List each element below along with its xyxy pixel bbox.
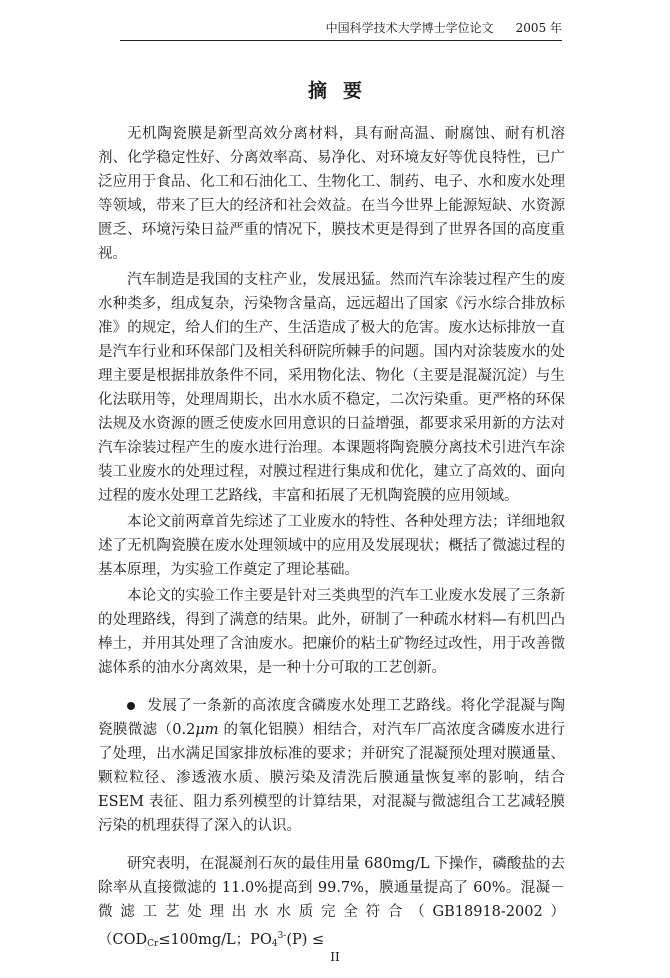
bullet-item bbox=[98, 694, 565, 838]
thesis-label: 中国科学技术大学博士学位论文 bbox=[325, 21, 494, 35]
bullet-rest: 的氧化铝膜）相结合，对汽车厂高浓度含磷废水进行了处理，出水满足国家排放标准的要求；并研究了混凝预处理对膜通量、颗粒粒径、渗透液水质、膜污染及清洗后膜通量恢复率的影响，结合 ESEM 表征、阻力系列模型的计算结果，对混凝与微滤组合工艺减轻膜污染的机理获得了深入的认识。 bbox=[98, 722, 565, 834]
bullet-unit: μm bbox=[195, 722, 219, 738]
paragraph-intro: 无机陶瓷膜是新型高效分离材料，具有耐高温、耐腐蚀、耐有机溶剂、化学稳定性好、分离效率高、易净化、对环境友好等优良特性，已广泛应用于食品、化工和石油化工、生物化工、制药、电子、水和废水处理等领域，带来了巨大的经济和社会效益。在当今世界上能源短缺、水资源匮乏、环境污染日益严重的情况下，膜技术更是得到了世界各国的高度重视。 bbox=[98, 126, 565, 262]
page-title: 摘要 bbox=[307, 80, 378, 102]
page-number: II bbox=[330, 950, 340, 964]
po-subscript: 4 bbox=[271, 939, 278, 949]
running-header bbox=[120, 18, 562, 41]
paragraph-review: 本论文前两章首先综述了工业废水的特性、各种处理方法；详细地叙述了无机陶瓷膜在废水处理领域中的应用及发展现状；概括了微滤过程的基本原理，为实验工作奠定了理论基础。 bbox=[98, 514, 565, 578]
results-text: 研究表明，在混凝剂石灰的最佳用量 680mg/L 下操作，磷酸盐的去除率从直接微滤的 11.0%提高到 99.7%，膜通量提高了 60%。混凝－微滤工艺处理出水水质完全符合（GB18918-2002）（COD bbox=[98, 856, 565, 948]
abstract-body bbox=[98, 122, 565, 958]
year-label: 2005 年 bbox=[515, 21, 562, 35]
cod-subscript: Cr bbox=[147, 939, 159, 949]
bullet-icon bbox=[127, 702, 135, 710]
bullet-lead: 发展了一条新的高浓度含磷废水处理工艺路线。将化学混凝与陶瓷膜微滤（0.2 bbox=[98, 698, 565, 738]
paragraph-experiments: 本论文的实验工作主要是针对三类典型的汽车工业废水发展了三条新的处理路线，得到了满意的结果。此外，研制了一种疏水材料—有机凹凸棒土，并用其处理了含油废水。把廉价的粘土矿物经过改性，用于改善微滤体系的油水分离效果，是一种十分可取的工艺创新。 bbox=[98, 588, 565, 676]
paragraph-background: 汽车制造是我国的支柱产业，发展迅猛。然而汽车涂装过程产生的废水种类多，组成复杂，污染物含量高，远远超出了国家《污水综合排放标准》的规定，给人们的生产、生活造成了极大的危害。废水达标排放一直是汽车行业和环保部门及相关科研院所棘手的问题。国内对涂装废水的处理主要是根据排放条件不同，采用物化法、物化（主要是混凝沉淀）与生化法联用等，处理周期长，出水水质不稳定，二次污染重。更严格的环保法规及水资源的匮乏使废水回用意识的日益增强，都要求采用新的方法对汽车涂装过程产生的废水进行治理。本课题将陶瓷膜分离技术引进汽车涂装工业废水的处理过程，对膜过程进行集成和优化，建立了高效的、面向过程的废水处理工艺路线，丰富和拓展了无机陶瓷膜的应用领域。 bbox=[98, 272, 565, 504]
paragraph-results bbox=[98, 852, 565, 956]
results-end: (P) ≤ bbox=[286, 932, 325, 948]
po-superscript: 3- bbox=[277, 931, 287, 941]
results-mid: ≤100mg/L；PO bbox=[158, 932, 272, 948]
